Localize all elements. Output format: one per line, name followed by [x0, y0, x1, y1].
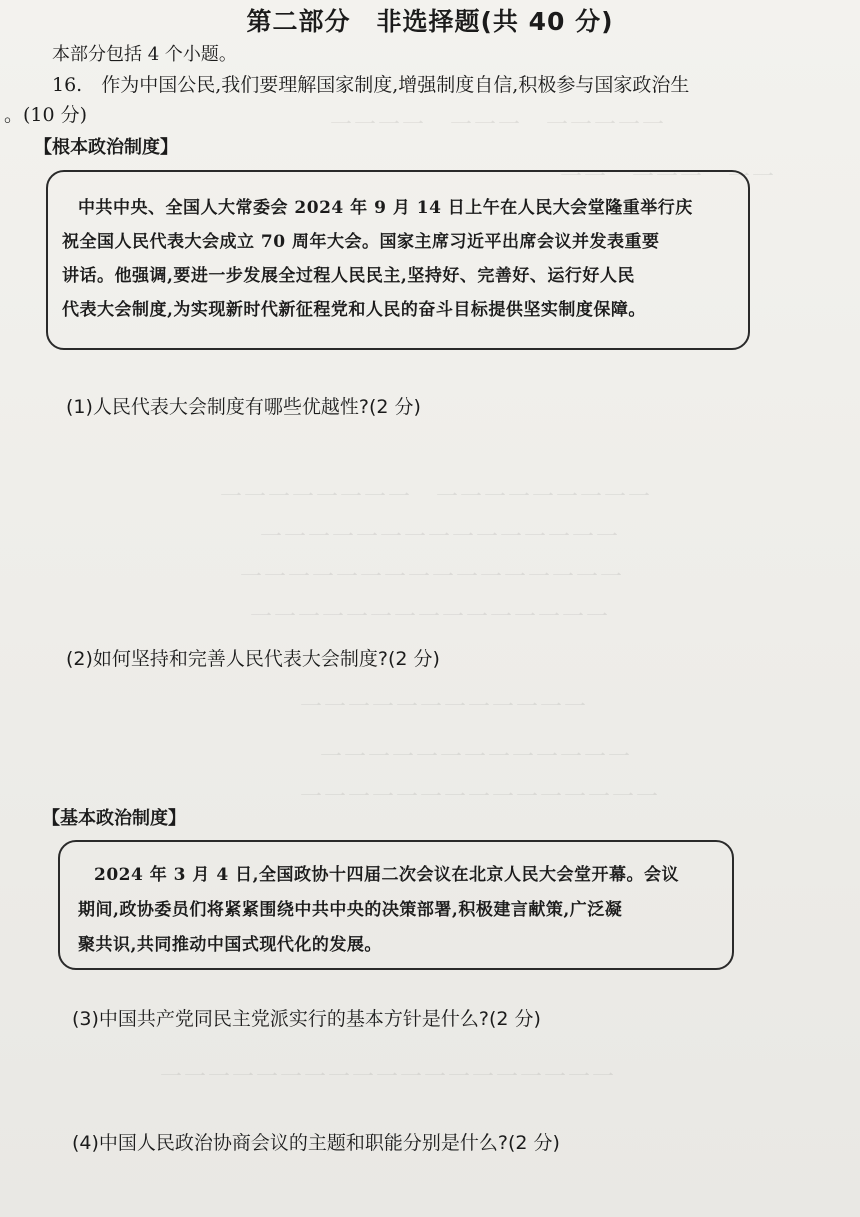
bleed-through-text: 一一一一一一一一一一一一	[300, 695, 589, 720]
material-1-line: 中共中央、全国人大常委会 2024 年 9 月 14 日上午在人民大会堂隆重举行庆	[78, 198, 693, 218]
material-2-line: 期间,政协委员们将紧紧围绕中共中央的决策部署,积极建言献策,广泛凝	[78, 900, 623, 920]
section-title: 第二部分 非选择题(共 40 分)	[246, 7, 614, 36]
bleed-through-text: 一一一一一一一一一一一一一一一	[260, 525, 621, 550]
material-1-line: 祝全国人民代表大会成立 70 周年大会。国家主席习近平出席会议并发表重要	[62, 232, 660, 252]
bleed-through-text: 一一一一一一一一一一一一一	[320, 745, 633, 770]
bleed-through-text: 一一一一一一一一一一一一一一一一一一一	[160, 1065, 617, 1090]
bleed-through-text: 一一 一一一 一一	[560, 165, 777, 190]
bleed-through-text: 一一一一一一一一 一一一一一一一一一	[220, 485, 653, 510]
bleed-through-text: 一一一一一一一一一一一一一一一	[300, 785, 661, 810]
section-intro: 本部分包括 4 个小题。	[52, 44, 237, 65]
bleed-through-text: 一一一一 一一一 一一一一一	[330, 113, 667, 138]
question-16-stem-cont: 。(10 分)	[4, 104, 88, 126]
bleed-through-text: 一一一一一一一一一一一一一一一一	[240, 565, 625, 590]
bleed-through-text: 一一一一一一一一一一一一一一一	[250, 605, 611, 630]
material-1-line: 讲话。他强调,要进一步发展全过程人民民主,坚持好、完善好、运行好人民	[62, 266, 635, 286]
question-3: (3)中国共产党同民主党派实行的基本方针是什么?(2 分)	[72, 1008, 541, 1030]
question-1: (1)人民代表大会制度有哪些优越性?(2 分)	[66, 396, 421, 418]
material-2-line: 2024 年 3 月 4 日,全国政协十四届二次会议在北京人民大会堂开幕。会议	[94, 865, 679, 885]
question-2: (2)如何坚持和完善人民代表大会制度?(2 分)	[66, 648, 440, 670]
tag-basic-system: 【基本政治制度】	[42, 808, 186, 829]
material-2-line: 聚共识,共同推动中国式现代化的发展。	[78, 935, 382, 955]
tag-fundamental-system: 【根本政治制度】	[34, 137, 178, 158]
question-4: (4)中国人民政治协商会议的主题和职能分别是什么?(2 分)	[72, 1132, 560, 1154]
material-1-line: 代表大会制度,为实现新时代新征程党和人民的奋斗目标提供坚实制度保障。	[62, 300, 646, 320]
question-16-stem: 16. 作为中国公民,我们要理解国家制度,增强制度自信,积极参与国家政治生	[52, 74, 690, 96]
